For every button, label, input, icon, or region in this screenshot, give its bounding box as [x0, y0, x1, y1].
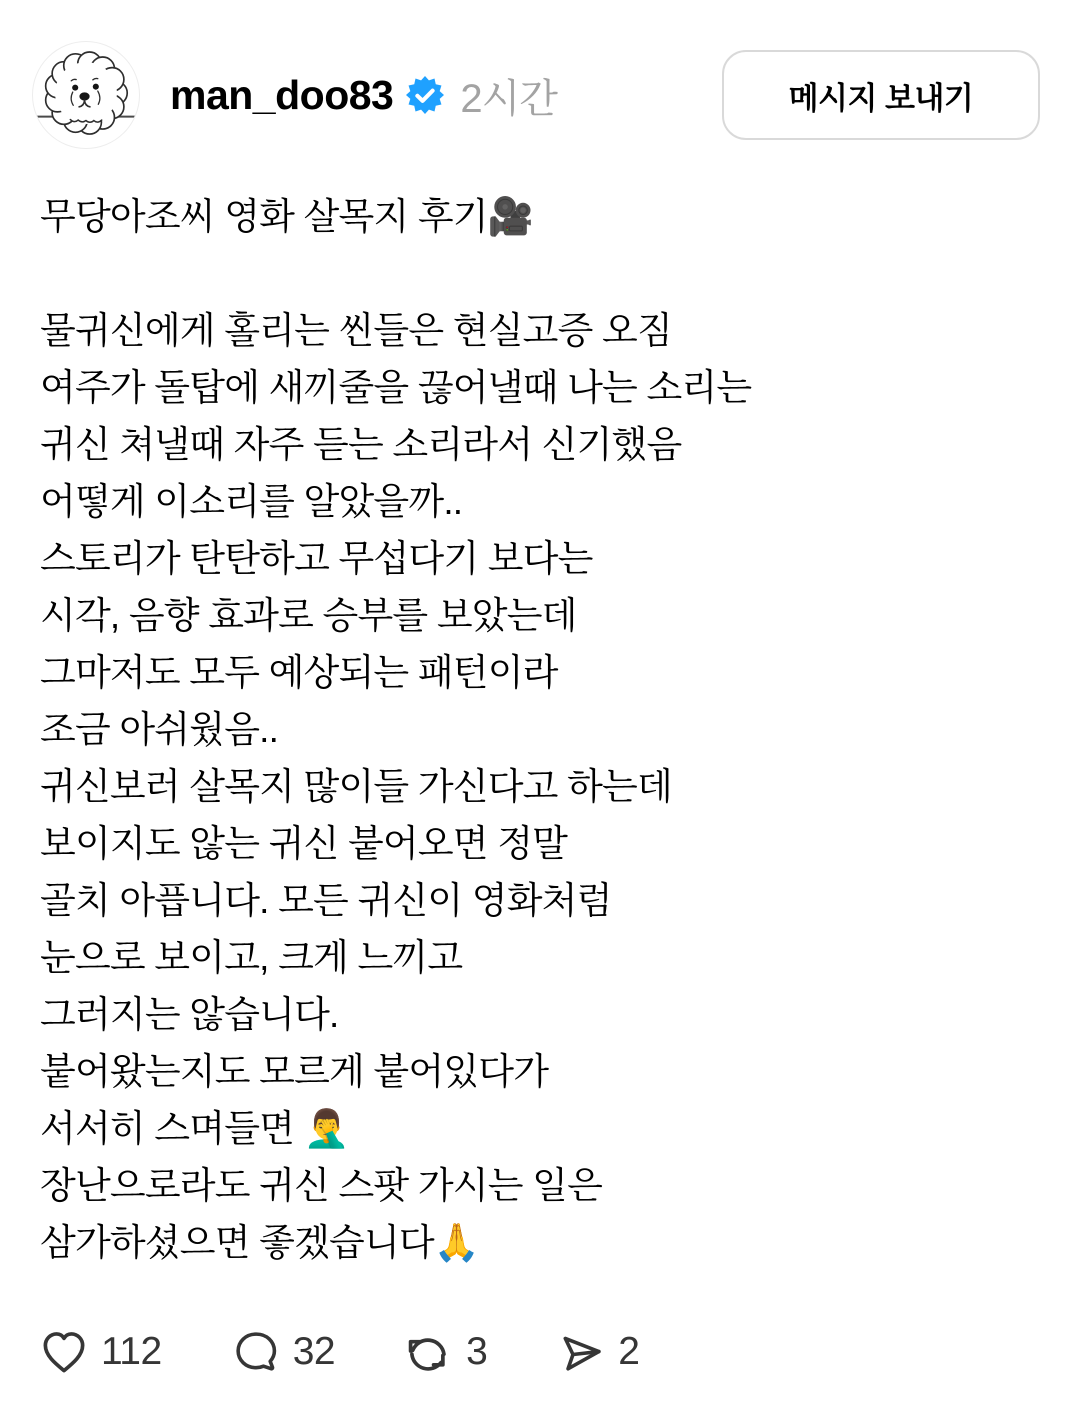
comment-button[interactable] — [230, 1326, 335, 1378]
share-count: 2 — [618, 1330, 640, 1373]
post-line: 눈으로 보이고, 크게 느끼고 — [40, 937, 463, 978]
post-line: 조금 아쉬웠음.. — [40, 709, 279, 750]
post-line: 물귀신에게 홀리는 씬들은 현실고증 오짐 — [40, 310, 672, 351]
post-header — [32, 40, 1040, 150]
post-line: 귀신보러 살목지 많이들 가신다고 하는데 — [40, 766, 672, 807]
dog-avatar-illustration — [33, 42, 139, 148]
post-line: 스토리가 탄탄하고 무섭다기 보다는 — [40, 538, 593, 579]
comment-icon[interactable] — [230, 1326, 282, 1378]
like-count: 112 — [101, 1330, 162, 1373]
share-icon[interactable] — [555, 1326, 607, 1378]
engagement-bar — [38, 1326, 1040, 1378]
like-button[interactable] — [38, 1326, 162, 1378]
verified-badge-icon — [406, 76, 444, 114]
name-row — [170, 67, 557, 124]
post-line: 여주가 돌탑에 새끼줄을 끊어낼때 나는 소리는 — [40, 367, 752, 408]
repost-button[interactable] — [403, 1326, 487, 1378]
post-line: 그러지는 않습니다. — [40, 994, 339, 1035]
post-line — [40, 245, 1044, 302]
post-line: 어떻게 이소리를 알았을까.. — [40, 481, 463, 522]
heart-icon[interactable] — [38, 1326, 90, 1378]
comment-count: 32 — [292, 1330, 336, 1373]
post-line: 서서히 스며들면 🤦‍♂️ — [40, 1108, 349, 1149]
post-line: 골치 아픕니다. 모든 귀신이 영화처럼 — [40, 880, 612, 921]
share-button[interactable] — [555, 1326, 639, 1378]
repost-icon[interactable] — [403, 1326, 455, 1378]
post-line: 붙어왔는지도 모르게 붙어있다가 — [40, 1051, 549, 1092]
post-line: 무당아조씨 영화 살목지 후기🎥 — [40, 196, 534, 237]
post-line: 그마저도 모두 예상되는 패턴이라 — [40, 652, 558, 693]
avatar[interactable] — [32, 41, 140, 149]
timestamp: 2시간 — [460, 76, 557, 121]
username[interactable]: man_doo83 — [170, 71, 394, 118]
post-text — [40, 188, 1044, 1271]
post-line: 보이지도 않는 귀신 붙어오면 정말 — [40, 823, 568, 864]
repost-count: 3 — [466, 1330, 488, 1373]
post-line: 삼가하셨으면 좋겠습니다🙏 — [40, 1222, 480, 1263]
post-line: 장난으로라도 귀신 스팟 가시는 일은 — [40, 1165, 603, 1206]
send-message-button[interactable]: 메시지 보내기 — [722, 50, 1040, 140]
post-line: 귀신 쳐낼때 자주 듣는 소리라서 신기했음 — [40, 424, 682, 465]
post-line: 시각, 음향 효과로 승부를 보았는데 — [40, 595, 577, 636]
